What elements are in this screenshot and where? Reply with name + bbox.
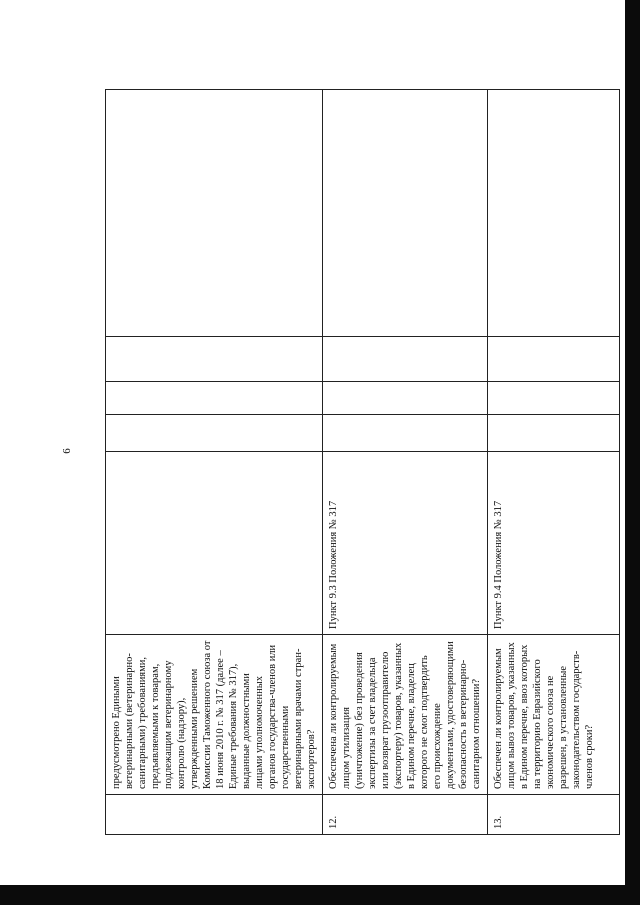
question-cell: Обеспечена ли контролируемым лицом утилизация (уничтожение) без проведения экспертизы за счет владельца или возврат грузоотправителю (экспортеру) товаров, указанных в Едином перечне, владелец которого не смог подтвердить его происхождение документами, удостоверяющими безопасность в ветеринарно-санитарном отношении? (323, 635, 488, 795)
page-number: 6 (61, 448, 73, 454)
checklist-table (105, 89, 620, 835)
reference-cell: Пункт 9.4 Положения № 317 (488, 452, 620, 635)
answer-yes-cell (323, 415, 488, 452)
row-number: 12. (323, 795, 488, 835)
answer-na-cell (488, 337, 620, 382)
reference-cell (106, 452, 323, 635)
row-number (106, 795, 323, 835)
comment-cell (488, 90, 620, 337)
table-row (106, 90, 323, 835)
reference-cell: Пункт 9.3 Положения № 317 (323, 452, 488, 635)
answer-no-cell (488, 382, 620, 415)
answer-na-cell (323, 337, 488, 382)
question-cell: Обеспечен ли контролируемым лицом вывоз товаров, указанных в Едином перечне, ввоз которых на территорию Евразийского экономического союза не разрешен, в установленные законодательством государств-членов сроки? (488, 635, 620, 795)
comment-cell (323, 90, 488, 337)
answer-no-cell (323, 382, 488, 415)
answer-na-cell (106, 337, 323, 382)
answer-yes-cell (106, 415, 323, 452)
table-row (488, 90, 620, 835)
answer-no-cell (106, 382, 323, 415)
rotated-table-wrapper (105, 90, 595, 835)
comment-cell (106, 90, 323, 337)
table-row (323, 90, 488, 835)
question-cell: предусмотрено Едиными ветеринарными (ветеринарно-санитарными) требованиями, предъявляемыми к товарам, подлежащим ветеринарному контролю (надзору), утвержденными решением Комиссии Таможенного союза от 18 июня 2010 г. № 317 (далее – Единые требования № 317), выданные должностными лицами уполномоченных органов государства-членов или государственными ветеринарными врачами стран-экспортеров? (106, 635, 323, 795)
answer-yes-cell (488, 415, 620, 452)
row-number: 13. (488, 795, 620, 835)
